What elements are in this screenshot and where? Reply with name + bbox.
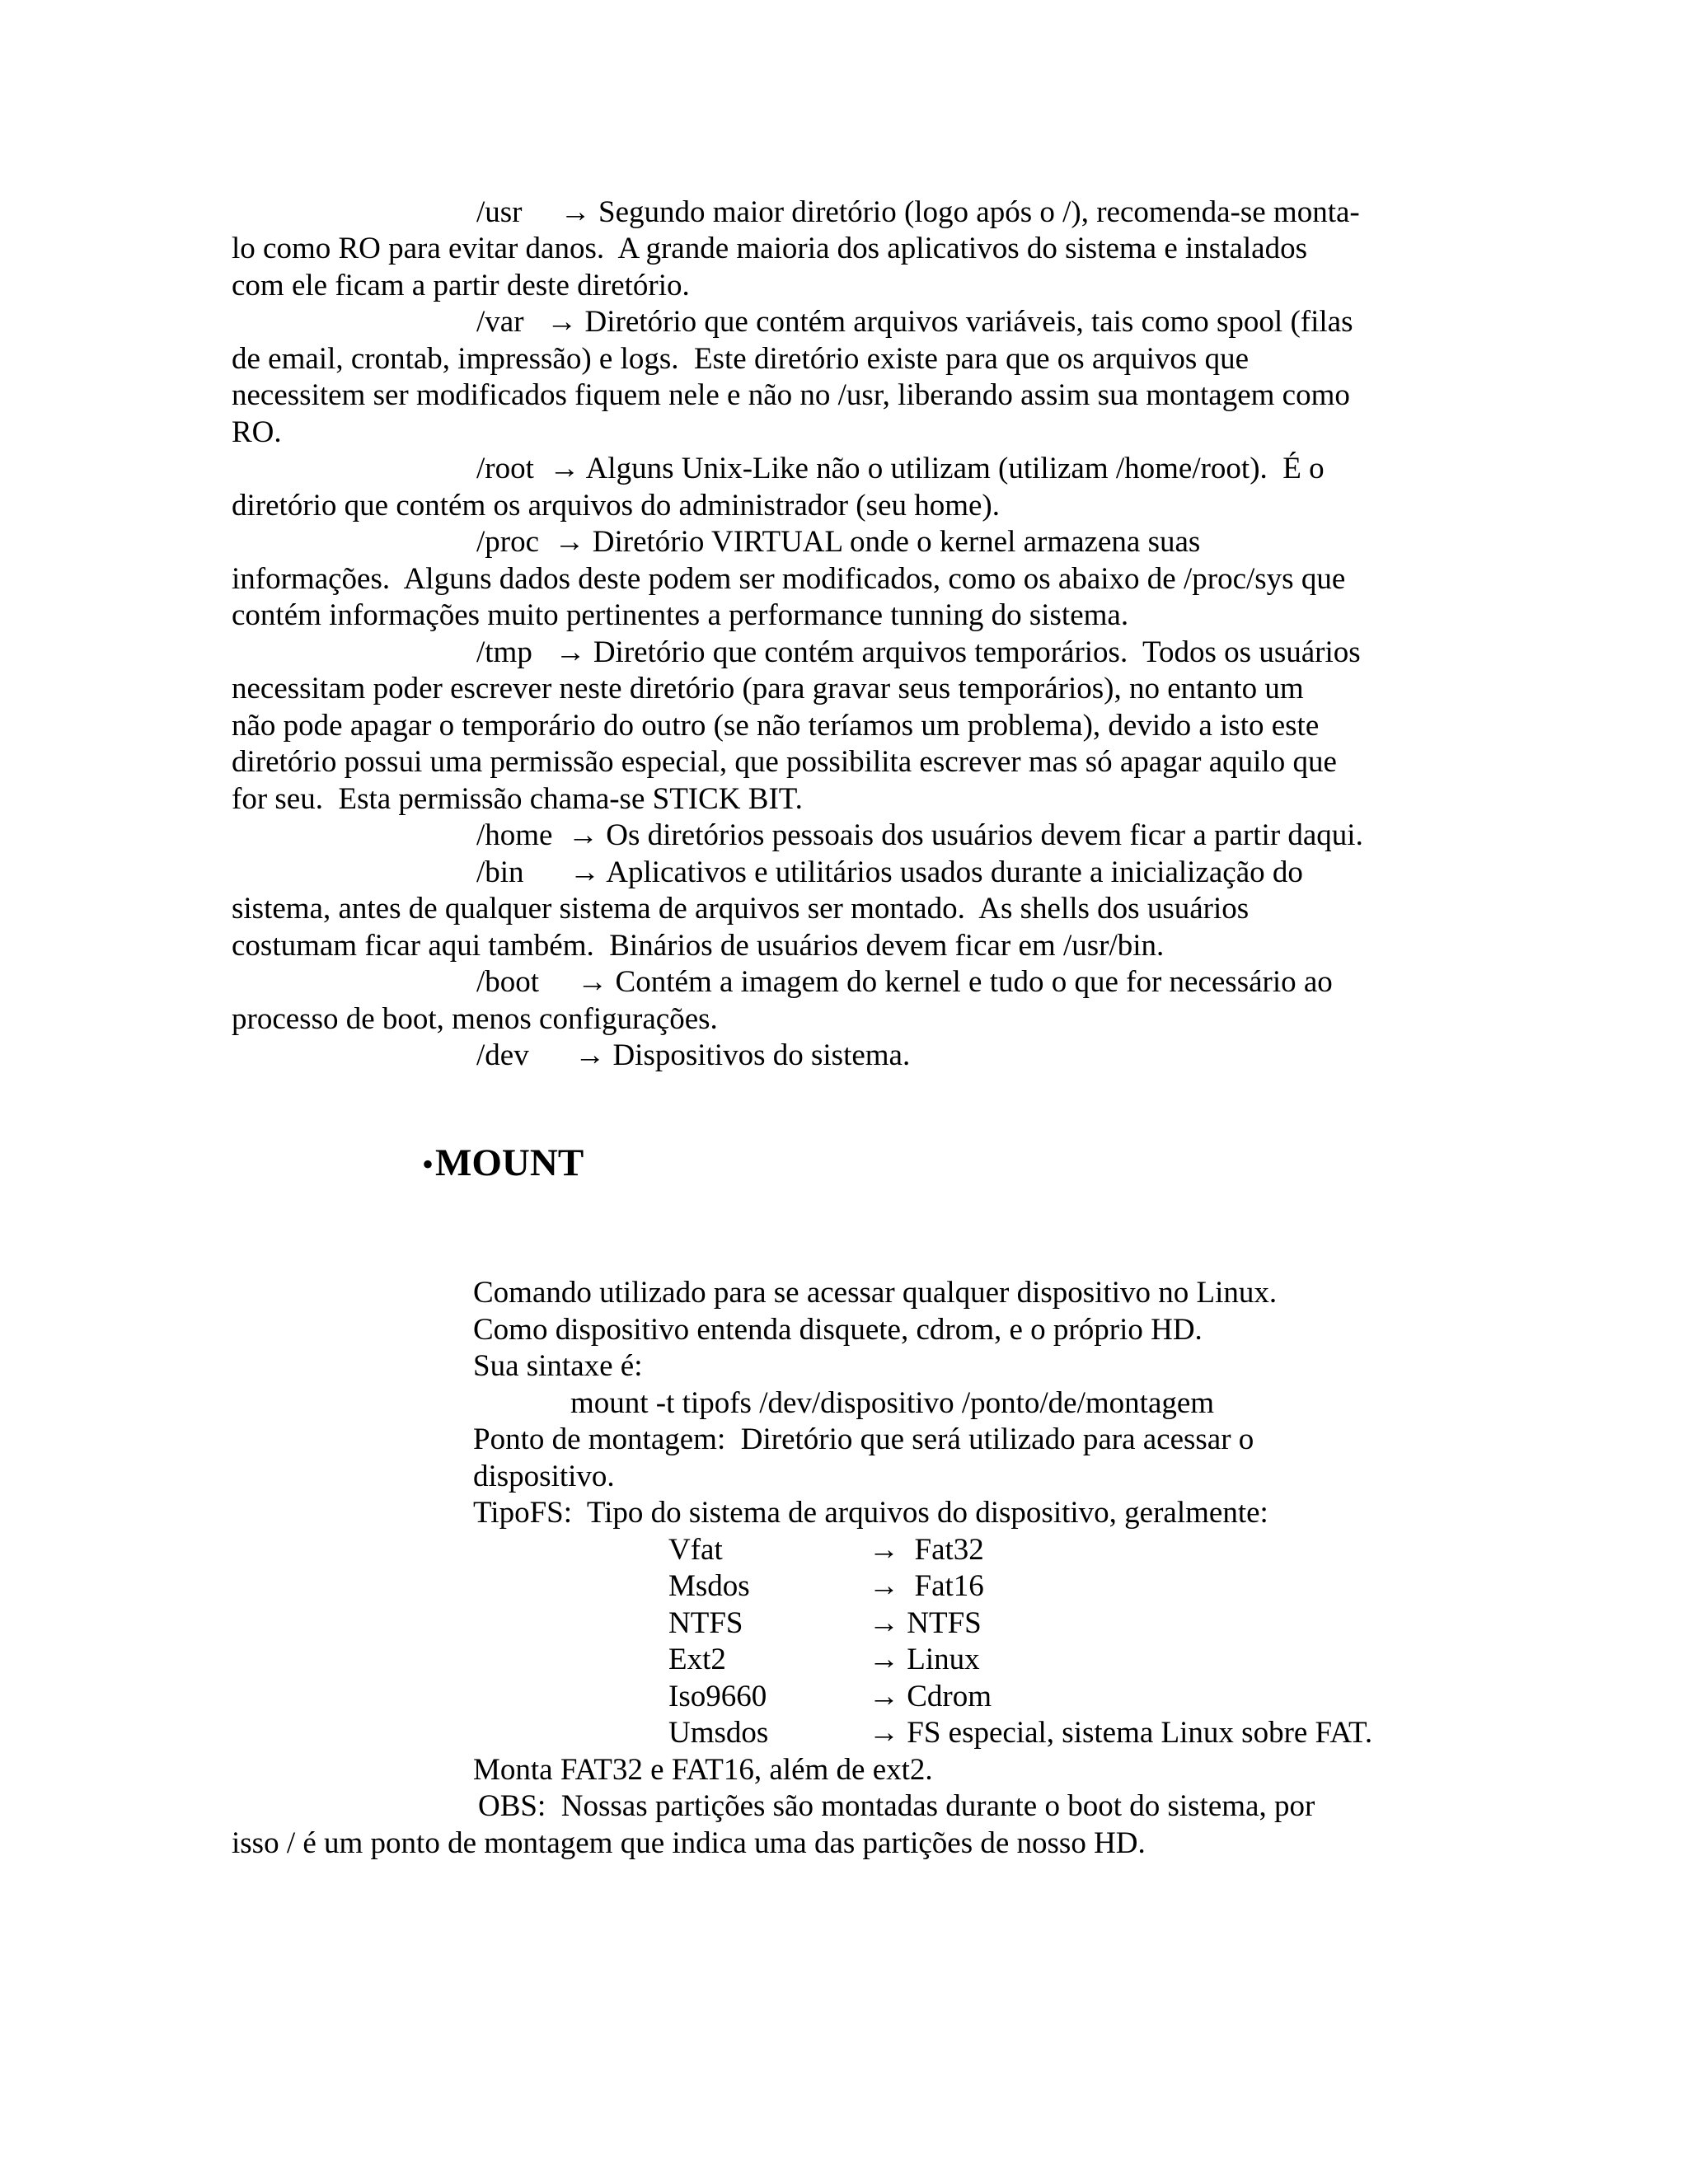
dir-usr-line-2: lo como RO para evitar danos. A grande maioria dos aplicativos do sistema e instalados xyxy=(232,232,1307,265)
monta-line: Monta FAT32 e FAT16, além de ext2. xyxy=(473,1753,933,1787)
heading-text: MOUNT xyxy=(435,1141,584,1184)
dir-root-line-2: diretório que contém os arquivos do administrador (seu home). xyxy=(232,489,1000,523)
dir-boot-line-2: processo de boot, menos configurações. xyxy=(232,1002,718,1036)
fs-desc-msdos: → Fat16 xyxy=(869,1569,984,1603)
dir-bin-line-1: /bin → Aplicativos e utilitários usados durante a inicialização do xyxy=(476,855,1303,889)
dir-var-line-2: de email, crontab, impressão) e logs. Este diretório existe para que os arquivos que xyxy=(232,342,1249,376)
fs-desc-ntfs: → NTFS xyxy=(869,1606,982,1640)
obs-line-2: isso / é um ponto de montagem que indica uma das partições de nosso HD. xyxy=(232,1826,1146,1860)
dir-tmp-line-4: diretório possui uma permissão especial, que possibilita escrever mas só apagar aquilo que xyxy=(232,745,1337,779)
tipofs-intro: TipoFS: Tipo do sistema de arquivos do dispositivo, geralmente: xyxy=(473,1496,1268,1530)
fs-desc-umsdos: → FS especial, sistema Linux sobre FAT. xyxy=(869,1716,1373,1750)
fs-name-umsdos: Umsdos xyxy=(668,1716,769,1750)
fs-name-ext2: Ext2 xyxy=(668,1643,726,1676)
fs-name-ntfs: NTFS xyxy=(668,1606,743,1640)
obs-line-1: OBS: Nossas partições são montadas durante o boot do sistema, por xyxy=(478,1789,1315,1823)
ponto-line-1: Ponto de montagem: Diretório que será utilizado para acessar o xyxy=(473,1422,1254,1456)
dir-home-line-1: /home → Os diretórios pessoais dos usuários devem ficar a partir daqui. xyxy=(476,818,1363,852)
mount-syntax: mount -t tipofs /dev/dispositivo /ponto/de/montagem xyxy=(570,1386,1215,1420)
dir-proc-line-2: informações. Alguns dados deste podem ser modificados, como os abaixo de /proc/sys que xyxy=(232,562,1346,596)
section-heading-mount xyxy=(422,1140,584,1188)
dir-dev-line-1: /dev → Dispositivos do sistema. xyxy=(476,1038,911,1072)
dir-proc-line-3: contém informações muito pertinentes a performance tunning do sistema. xyxy=(232,598,1129,632)
dir-proc-line-1: /proc → Diretório VIRTUAL onde o kernel armazena suas xyxy=(476,525,1201,559)
dir-bin-line-3: costumam ficar aqui também. Binários de usuários devem ficar em /usr/bin. xyxy=(232,929,1165,963)
dir-root-line-1: /root → Alguns Unix-Like não o utilizam (utilizam /home/root). É o xyxy=(476,452,1325,485)
fs-desc-iso9660: → Cdrom xyxy=(869,1680,992,1713)
mount-intro-line-2: Como dispositivo entenda disquete, cdrom, e o próprio HD. xyxy=(473,1313,1203,1347)
fs-name-iso9660: Iso9660 xyxy=(668,1680,767,1713)
dir-boot-line-1: /boot → Contém a imagem do kernel e tudo o que for necessário ao xyxy=(476,965,1333,999)
mount-intro-line-1: Comando utilizado para se acessar qualquer dispositivo no Linux. xyxy=(473,1276,1278,1310)
fs-desc-ext2: → Linux xyxy=(869,1643,980,1676)
dir-bin-line-2: sistema, antes de qualquer sistema de arquivos ser montado. As shells dos usuários xyxy=(232,892,1250,926)
dir-tmp-line-5: for seu. Esta permissão chama-se STICK BIT. xyxy=(232,782,803,816)
dir-var-line-1: /var → Diretório que contém arquivos variáveis, tais como spool (filas xyxy=(476,305,1353,339)
fs-name-msdos: Msdos xyxy=(668,1569,750,1603)
dir-usr-line-1: /usr → Segundo maior diretório (logo após o /), recomenda-se monta- xyxy=(476,195,1360,229)
dir-tmp-line-2: necessitam poder escrever neste diretório (para gravar seus temporários), no entanto um xyxy=(232,672,1304,705)
fs-desc-vfat: → Fat32 xyxy=(869,1533,984,1567)
fs-name-vfat: Vfat xyxy=(668,1533,723,1567)
dir-tmp-line-1: /tmp → Diretório que contém arquivos temporários. Todos os usuários xyxy=(476,635,1361,669)
dir-usr-line-3: com ele ficam a partir deste diretório. xyxy=(232,269,690,302)
dir-var-line-4: RO. xyxy=(232,415,282,449)
ponto-line-2: dispositivo. xyxy=(473,1460,615,1493)
dir-var-line-3: necessitem ser modificados fiquem nele e não no /usr, liberando assim sua montagem como xyxy=(232,378,1350,412)
dir-tmp-line-3: não pode apagar o temporário do outro (se não teríamos um problema), devido a isto este xyxy=(232,709,1320,743)
mount-intro-line-3: Sua sintaxe é: xyxy=(473,1349,643,1383)
bullet-icon: • xyxy=(422,1146,434,1183)
